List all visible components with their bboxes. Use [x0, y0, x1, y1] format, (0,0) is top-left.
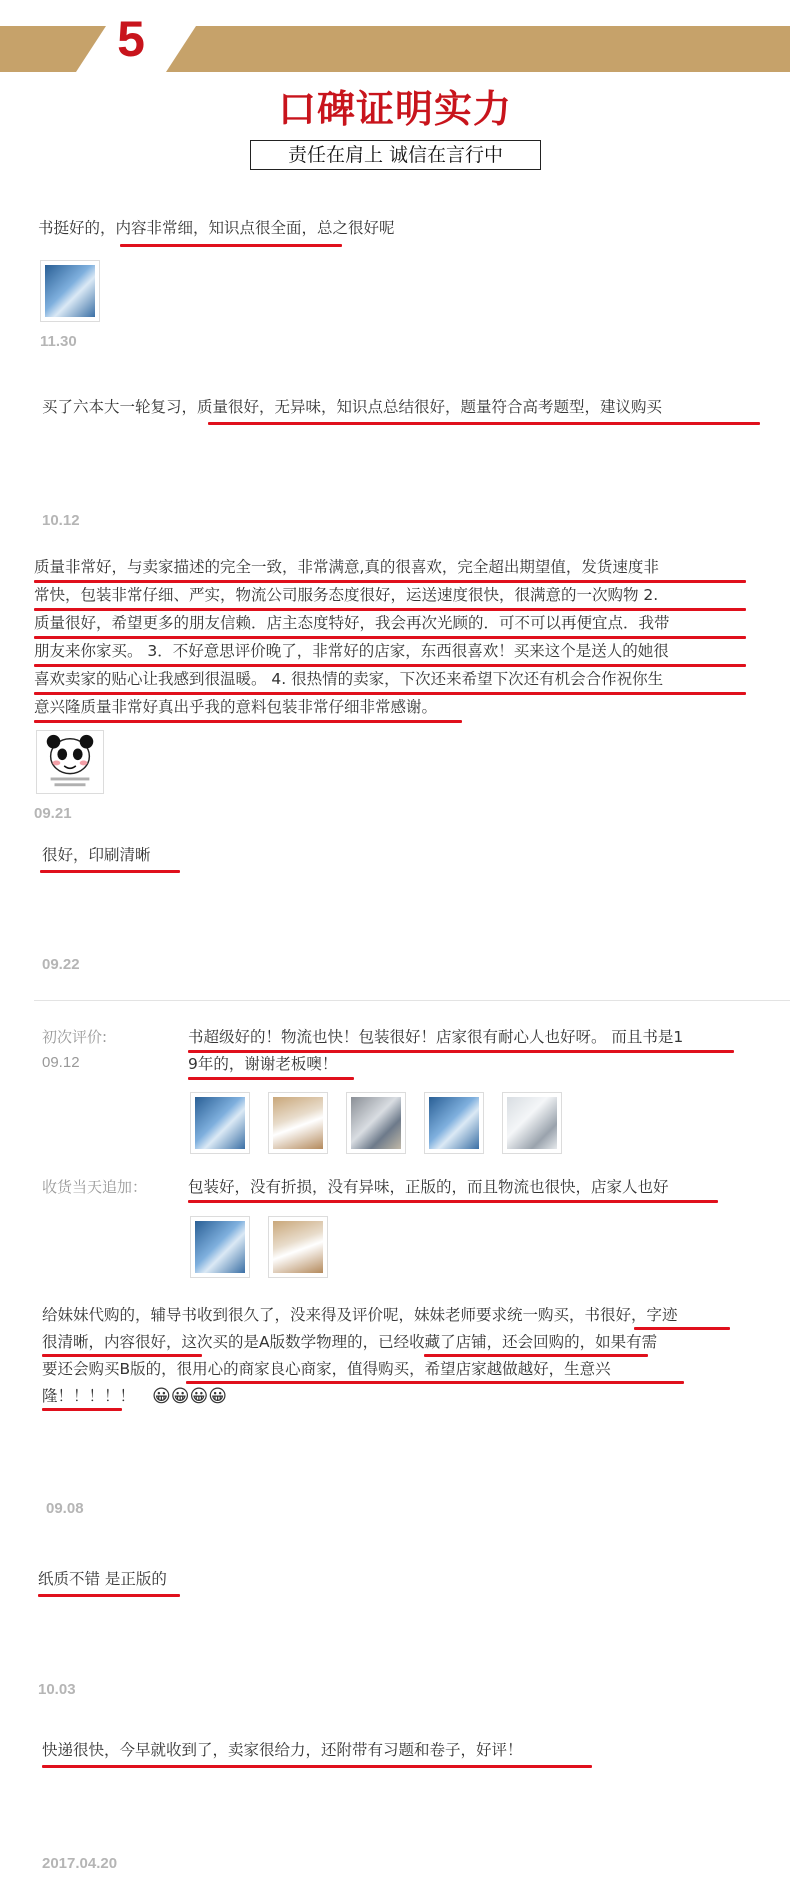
review-3-line: 质量很好，希望更多的朋友信赖．店主态度特好，我会再次光顾的．可不可以再便宜点．我带 [34, 614, 670, 632]
section-slogan: 责任在肩上 诚信在言行中 [250, 140, 541, 170]
followup-photo[interactable] [190, 1216, 250, 1278]
review-7-date: 10.03 [38, 1681, 76, 1698]
initial-review-label: 初次评价: [42, 1028, 108, 1046]
review-2-date: 10.12 [42, 512, 80, 529]
review-3-highlight [34, 664, 746, 667]
followup-photo[interactable] [268, 1216, 328, 1278]
review-6-line: 要还会购买B版的，很用心的商家良心商家，值得购买，希望店家越做越好，生意兴 [42, 1360, 611, 1378]
review-6-line: 给妹妹代购的，辅导书收到很久了，没来得及评价呢，妹妹老师要求统一购买，书很好，字迹 [42, 1306, 678, 1324]
review-8-highlight [42, 1765, 592, 1768]
followup-review-highlight [188, 1200, 718, 1203]
review-8-text: 快递很快，今早就收到了，卖家很给力，还附带有习题和卷子，好评！ [42, 1741, 523, 1759]
review-8-date: 2017.04.20 [42, 1855, 118, 1872]
followup-review-text: 包装好，没有折损，没有异味，正版的，而且物流也很快，店家人也好 [188, 1178, 669, 1196]
review-6-line: 很清晰，内容很好，这次买的是A版数学物理的，已经收藏了店铺，还会回购的，如果有需 [42, 1333, 658, 1351]
review-3-date: 09.21 [34, 805, 72, 822]
review-5-line: 书超级好的！物流也快！包装很好！店家很有耐心人也好呀。 而且书是1 [188, 1028, 684, 1046]
review-3-highlight [34, 692, 746, 695]
review-1-text: 书挺好的，内容非常细，知识点很全面，总之很好呢 [38, 219, 395, 237]
review-6-highlight [42, 1408, 122, 1411]
review-3-line: 质量非常好，与卖家描述的完全一致，非常满意,真的很喜欢，完全超出期望值，发货速度非 [34, 558, 659, 576]
review-4-highlight [40, 870, 180, 873]
review-6-highlight [42, 1354, 202, 1357]
review-5-photo[interactable] [268, 1092, 328, 1154]
followup-review-label: 收货当天追加： [42, 1178, 148, 1196]
review-6-highlight [634, 1327, 730, 1330]
review-5-highlight [188, 1077, 354, 1080]
initial-review-date: 09.12 [42, 1054, 80, 1071]
review-6-highlight [424, 1354, 648, 1357]
section-title: 口碑证明实力 [277, 87, 512, 131]
review-5-highlight [188, 1050, 734, 1053]
review-6-emoji: 😀😀😀😀 [152, 1386, 228, 1407]
review-5-photo[interactable] [346, 1092, 406, 1154]
review-3-highlight [34, 608, 746, 611]
review-5-photo[interactable] [424, 1092, 484, 1154]
panda-sticker-image[interactable] [36, 730, 104, 794]
section-number: 5 [117, 11, 145, 67]
review-3-line: 意兴隆质量非常好真出乎我的意料包装非常仔细非常感谢。 [34, 698, 438, 716]
divider [34, 1000, 790, 1001]
review-3-line: 常快，包装非常仔细、严实，物流公司服务态度很好，运送速度很快，很满意的一次购物 2. [34, 586, 659, 604]
review-3-line: 朋友来你家买。 3．不好意思评价晚了，非常好的店家，东西很喜欢！买来这个是送人的她很 [34, 642, 669, 660]
review-3-highlight [34, 720, 462, 723]
review-6-date: 09.08 [46, 1500, 84, 1517]
review-3-highlight [34, 580, 746, 583]
review-2-text: 买了六本大一轮复习，质量很好，无异味，知识点总结很好，题量符合高考题型，建议购买 [42, 398, 663, 416]
review-4-date: 09.22 [42, 956, 80, 973]
banner-band-right [166, 26, 790, 72]
review-1-date: 11.30 [40, 333, 77, 350]
review-3-highlight [34, 636, 746, 639]
review-4-text: 很好，印刷清晰 [42, 846, 151, 864]
review-2-highlight [208, 422, 760, 425]
review-3-line: 喜欢卖家的贴心让我感到很温暖。 4. 很热情的卖家，下次还来希望下次还有机会合作祝你生 [34, 670, 664, 688]
review-6-line: 隆！！！！！ [42, 1387, 136, 1405]
review-6-highlight [186, 1381, 684, 1384]
review-5-line: 9年的，谢谢老板噢！ [188, 1055, 338, 1073]
review-7-text: 纸质不错 是正版的 [38, 1570, 167, 1588]
review-5-photo[interactable] [190, 1092, 250, 1154]
review-7-highlight [38, 1594, 180, 1597]
review-1-photo[interactable] [40, 260, 100, 322]
review-5-photo[interactable] [502, 1092, 562, 1154]
review-1-highlight [120, 244, 342, 247]
